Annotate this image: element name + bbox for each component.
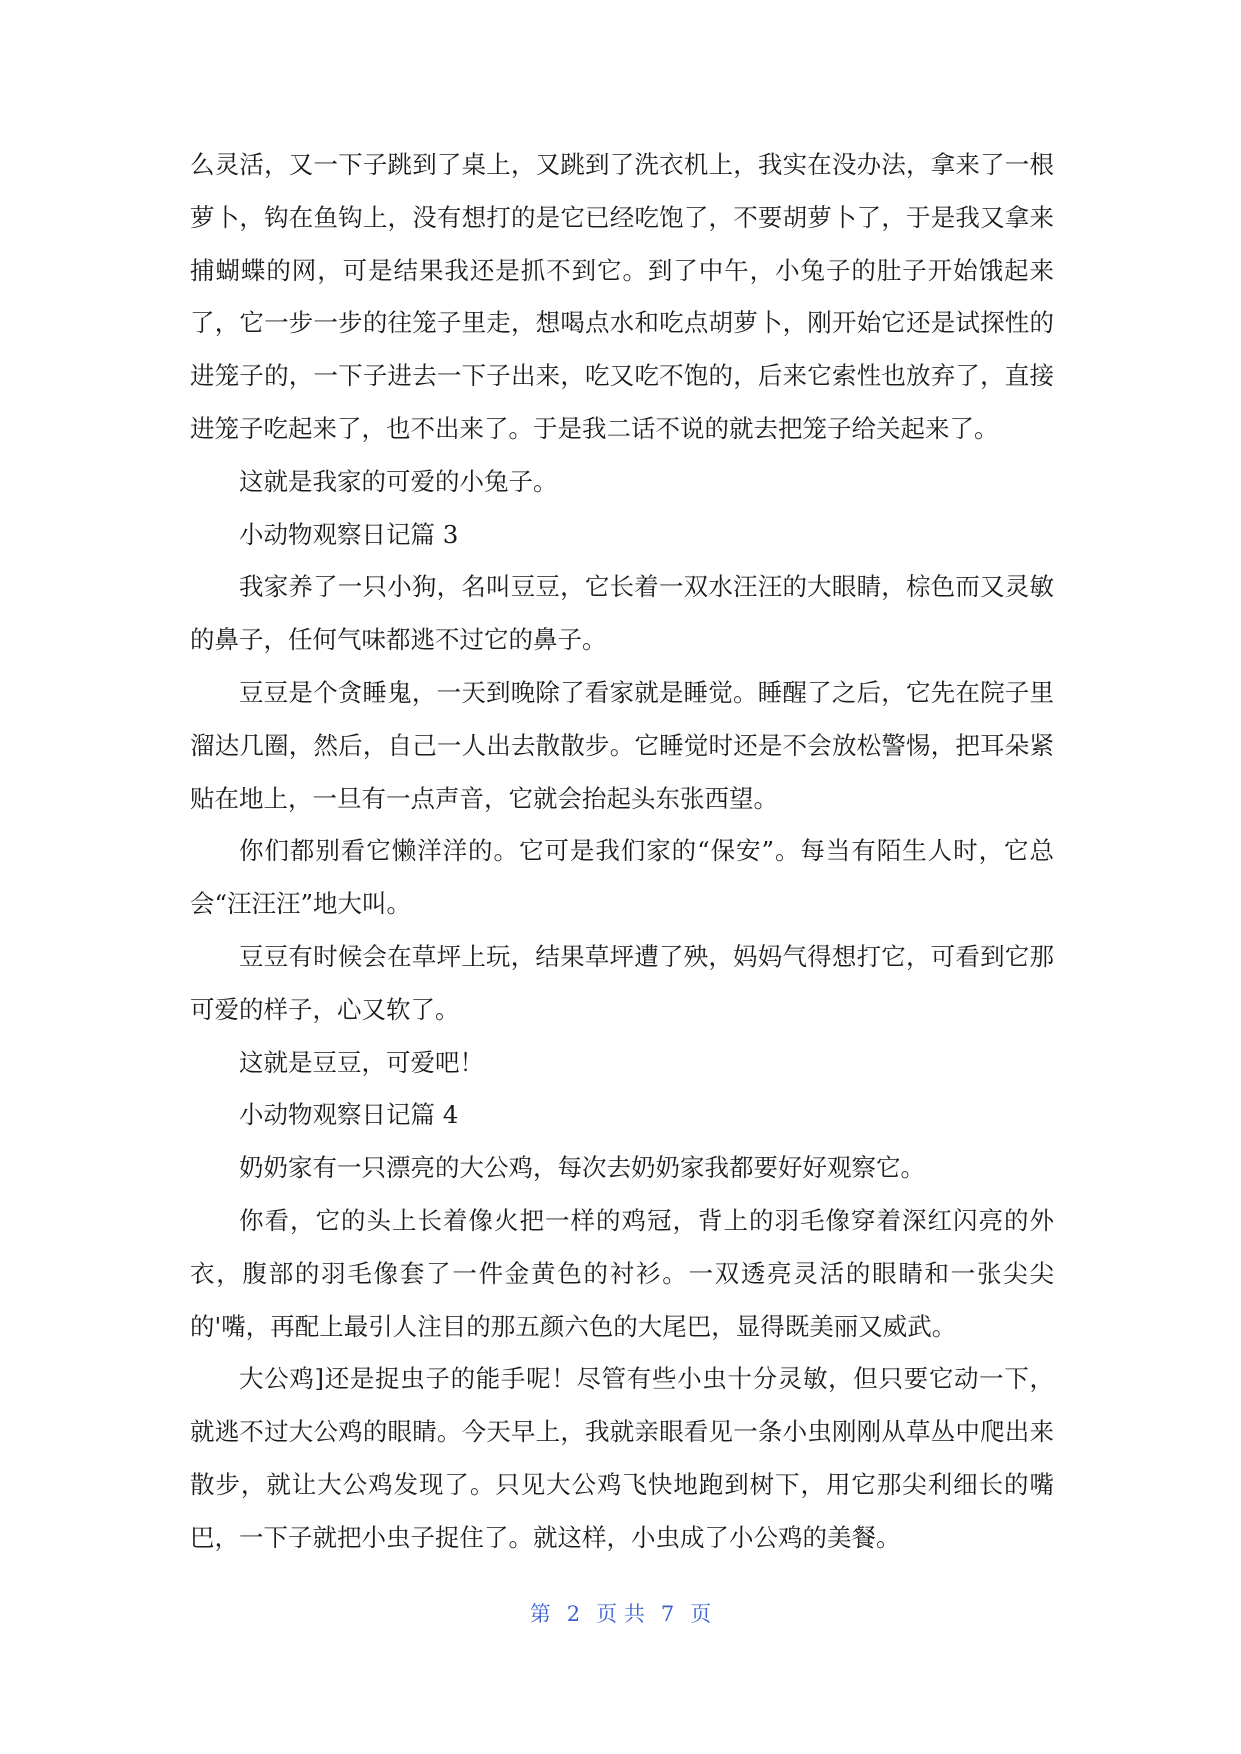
paragraph-dog-intro: 我家养了一只小狗，名叫豆豆，它长着一双水汪汪的大眼睛，棕色而又灵敏的鼻子，任何气味都逃不过它的鼻子。 (190, 572, 1054, 655)
page-footer (0, 1600, 1241, 1628)
paragraph-rooster-hunting: 大公鸡]还是捉虫子的能手呢！尽管有些小虫十分灵敏，但只要它动一下，就逃不过大公鸡的眼睛。今天早上，我就亲眼看见一条小虫刚刚从草丛中爬出来散步，就让大公鸡发现了。只见大公鸡飞快地跑到树下，用它那尖利细长的嘴巴，一下子就把小虫子捉住了。就这样，小虫成了小公鸡的美餐。 (190, 1364, 1054, 1552)
page-number-suffix: 页 (690, 1602, 712, 1626)
paragraph-rabbit-continued: 么灵活，又一下子跳到了桌上，又跳到了洗衣机上，我实在没办法，拿来了一根萝卜，钩在鱼钩上，没有想打的是它已经吃饱了，不要胡萝卜了，于是我又拿来捕蝴蝶的网，可是结果我还是抓不到它。到了中午，小兔子的肚子开始饿起来了，它一步一步的往笼子里走，想喝点水和吃点胡萝卜，刚开始它还是试探性的进笼子的，一下子进去一下子出来，吃又吃不饱的，后来它索性也放弃了，直接进笼子吃起来了，也不出来了。于是我二话不说的就去把笼子给关起来了。 (190, 150, 1054, 443)
paragraph-dog-lawn: 豆豆有时候会在草坪上玩，结果草坪遭了殃，妈妈气得想打它，可看到它那可爱的样子，心又软了。 (190, 941, 1054, 1024)
paragraph-rabbit-conclusion: 这就是我家的可爱的小兔子。 (239, 466, 558, 496)
page-number-prefix: 第 (529, 1602, 551, 1626)
paragraph-dog-guard: 你们都别看它懒洋洋的。它可是我们家的“保安”。每当有陌生人时，它总会“汪汪汪”地大叫。 (190, 836, 1054, 919)
paragraph-rooster-appearance: 你看，它的头上长着像火把一样的鸡冠，背上的羽毛像穿着深红闪亮的外衣，腹部的羽毛像套了一件金黄色的衬衫。一双透亮灵活的眼睛和一张尖尖的'嘴，再配上最引人注目的那五颜六色的大尾巴，显得既美丽又威武。 (190, 1205, 1054, 1341)
current-page-number: 2 (566, 1602, 581, 1626)
paragraph-rooster-intro: 奶奶家有一只漂亮的大公鸡，每次去奶奶家我都要好好观察它。 (239, 1153, 925, 1183)
total-page-number: 7 (660, 1602, 675, 1626)
section-heading-3: 小动物观察日记篇 3 (239, 519, 459, 549)
page-number-middle: 页 共 (596, 1602, 645, 1626)
paragraph-dog-sleep: 豆豆是个贪睡鬼，一天到晚除了看家就是睡觉。睡醒了之后，它先在院子里溜达几圈，然后，自己一人出去散散步。它睡觉时还是不会放松警惕，把耳朵紧贴在地上，一旦有一点声音，它就会抬起头东张西望。 (190, 677, 1054, 813)
section-heading-4: 小动物观察日记篇 4 (239, 1100, 459, 1130)
document-body (190, 139, 1054, 1565)
paragraph-dog-conclusion: 这就是豆豆，可爱吧！ (239, 1047, 484, 1077)
